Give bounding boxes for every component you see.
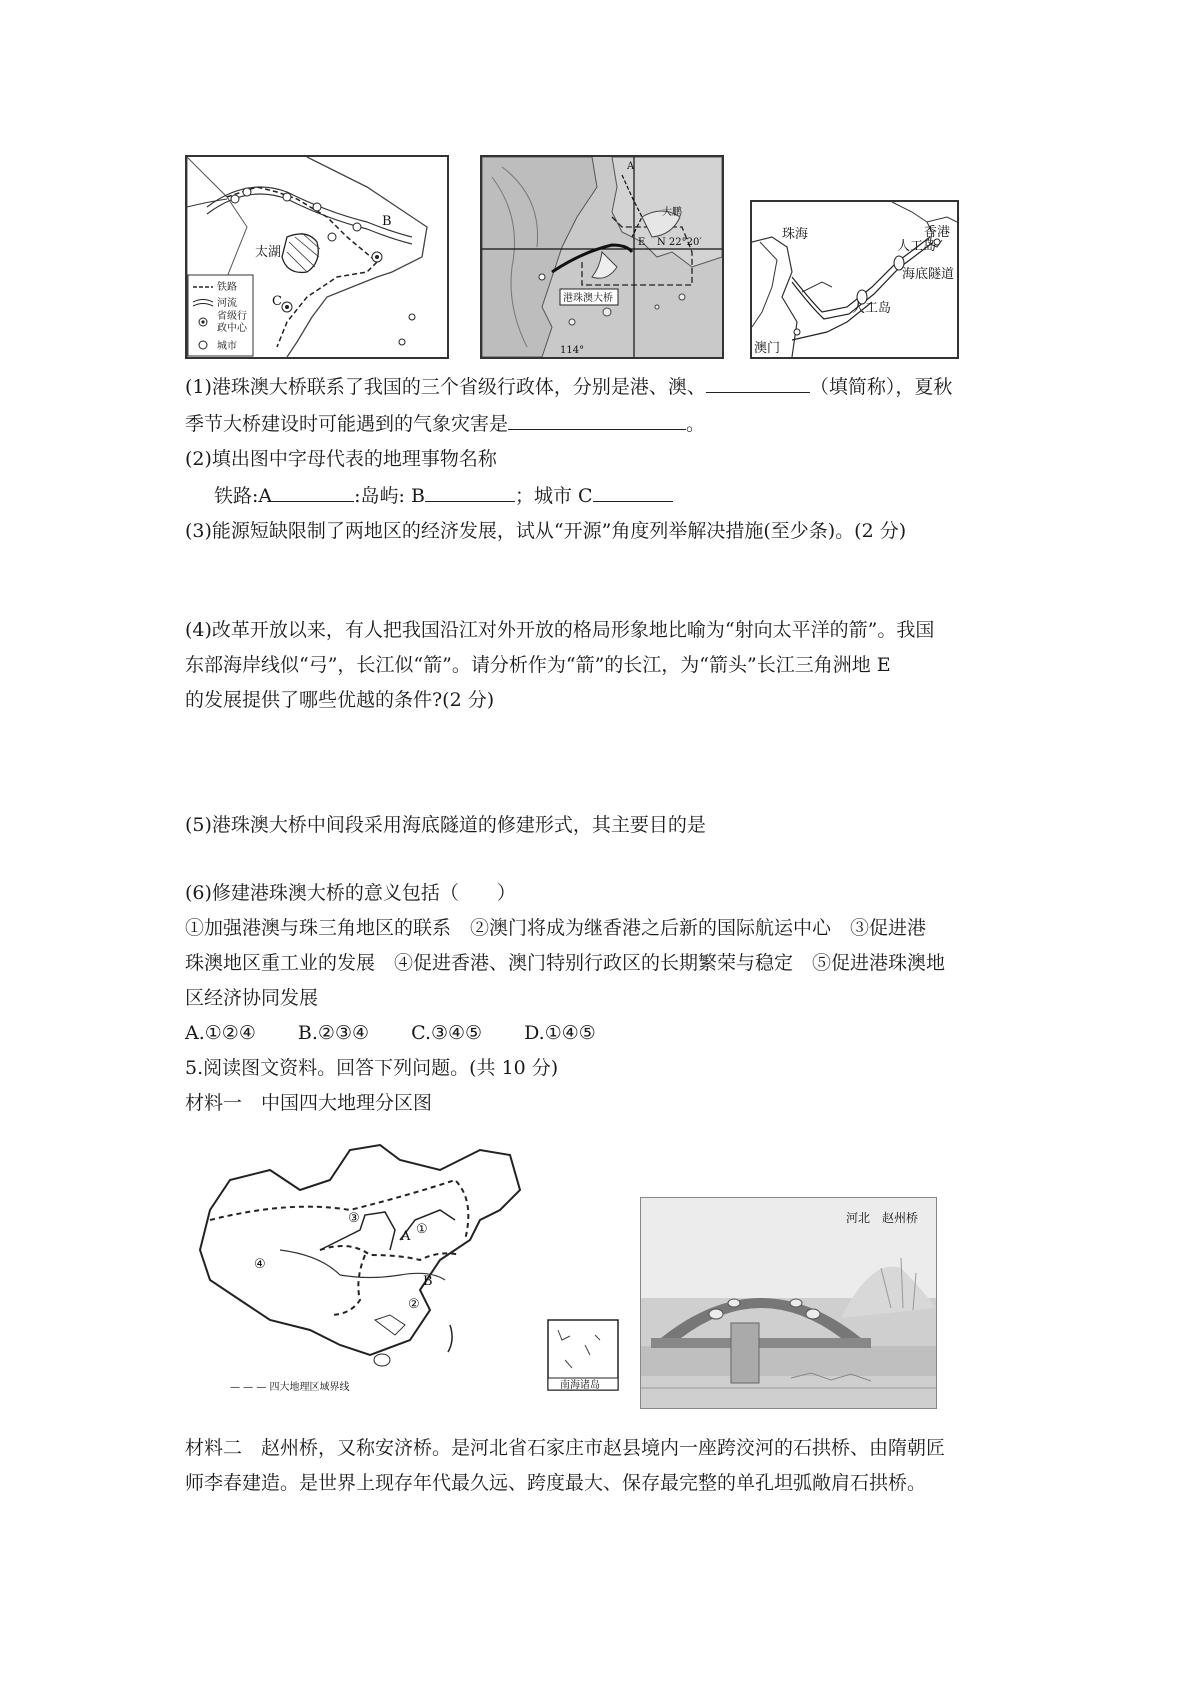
q1-line2: 季节大桥建设时可能遇到的气象灾害是 。 — [185, 405, 1035, 442]
hongkong-label: 香港 — [924, 225, 951, 240]
q4-line1: (4)改革开放以来，有人把我国沿江对外开放的格局形象地比喻为“射向太平洋的箭”。我国 — [185, 619, 935, 641]
q4-block — [185, 613, 1035, 718]
option-c[interactable]: C.③④⑤ — [411, 1022, 483, 1044]
q2-blank-a[interactable] — [272, 477, 354, 502]
island2-label: 人工岛 — [852, 301, 892, 316]
q2-title: (2)填出图中字母代表的地理事物名称 — [185, 448, 497, 470]
coord-lat: N 22°20′ — [657, 237, 702, 248]
q6-line2: 珠澳地区重工业的发展 ④促进香港、澳门特别行政区的长期繁荣与稳定 ⑤促进港珠澳地 — [185, 952, 946, 974]
legend-city: 城市 — [217, 341, 237, 352]
material1-title: 材料一 中国四大地理分区图 — [185, 1092, 433, 1114]
tunnel-label: 海底隧道 — [902, 267, 955, 282]
map-yangtze-delta — [185, 155, 449, 359]
coord-prefix: E — [638, 237, 646, 248]
mark-a: A — [627, 161, 635, 172]
question-text — [185, 368, 1035, 549]
region-1: ① — [416, 1222, 428, 1237]
inset-label: 南海诸岛 — [560, 1380, 600, 1391]
map-bridge-detail — [750, 200, 959, 359]
bridge-label: 港珠澳大桥 — [563, 293, 613, 304]
q2-blank-b[interactable] — [425, 477, 515, 502]
option-a[interactable]: A.①②④ — [185, 1022, 256, 1044]
legend-river: 河流 — [217, 298, 237, 309]
q6-options — [185, 1016, 1035, 1051]
q3-text: (3)能源短缺限制了两地区的经济发展，试从“开源”角度列举解决措施(至少条)。(2 分) — [185, 520, 907, 542]
map-pearl-estuary — [480, 155, 724, 359]
dapeng-label: 大鹏 — [662, 207, 682, 218]
island1-label: 人工岛 — [897, 239, 937, 254]
mark-b: B — [382, 214, 392, 229]
region-2: ② — [408, 1297, 420, 1312]
china-legend: — — — 四大地理区域界线 — [230, 1382, 350, 1393]
legend-capital-2: 政中心 — [217, 323, 247, 334]
q6-title: (6)修建港珠澳大桥的意义包括（ ） — [185, 882, 516, 904]
q5-text: (5)港珠澳大桥中间段采用海底隧道的修建形式，其主要目的是 — [185, 814, 706, 836]
option-b[interactable]: B.②③④ — [297, 1022, 370, 1044]
china-regions-map — [190, 1140, 630, 1395]
macau-label: 澳门 — [754, 341, 781, 356]
q2-blank-c[interactable] — [593, 477, 673, 502]
q4-line2: 东部海岸线似“弓”，长江似“箭”。请分析作为“箭”的长江，为“箭头”长江三角洲地 E — [185, 654, 891, 676]
q6-block — [185, 876, 1035, 1121]
region-3: ③ — [348, 1211, 360, 1226]
legend-capital-1: 省级行 — [217, 311, 247, 322]
option-d[interactable]: D.①④⑤ — [524, 1022, 596, 1044]
q6-line1: ①加强港澳与珠三角地区的联系 ②澳门将成为继香港之后新的国际航运中心 ③促进港 — [185, 917, 927, 939]
zhaozhou-bridge-photo — [640, 1197, 937, 1409]
q1-blank-disaster[interactable] — [508, 405, 686, 430]
zhuhai-label: 珠海 — [782, 227, 809, 242]
q4-line3: 的发展提供了哪些优越的条件?(2 分) — [185, 689, 495, 711]
q1-line1: (1)港珠澳大桥联系了我国的三个省级行政体，分别是港、澳、 （填简称），夏秋 — [185, 368, 1035, 405]
material2-line2: 师李春建造。是世界上现存年代最久远、跨度最大、保存最完整的单孔坦弧敞肩石拱桥。 — [185, 1472, 927, 1494]
material2-block — [185, 1431, 1035, 1501]
q2-line: 铁路:A :岛屿: B ；城市 C — [185, 477, 1035, 514]
taihu-label: 太湖 — [255, 245, 282, 260]
mark-a-china: A — [401, 1229, 411, 1244]
photo-caption: 河北 赵州桥 — [846, 1211, 919, 1225]
region-4: ④ — [254, 1257, 266, 1272]
lon-label: 114° — [560, 345, 585, 356]
legend-railway: 铁路 — [217, 282, 237, 293]
mark-c: C — [272, 294, 282, 309]
q5-block — [185, 808, 1035, 843]
section5-title: 5.阅读图文资料。回答下列问题。(共 10 分) — [185, 1057, 559, 1079]
mark-b-china: B — [423, 1274, 433, 1289]
material2-line1: 材料二 赵州桥，又称安济桥。是河北省石家庄市赵县境内一座跨洨河的石拱桥、由隋朝匠 — [185, 1437, 946, 1459]
q6-line3: 区经济协同发展 — [185, 987, 319, 1009]
q1-blank-province[interactable] — [706, 368, 810, 393]
